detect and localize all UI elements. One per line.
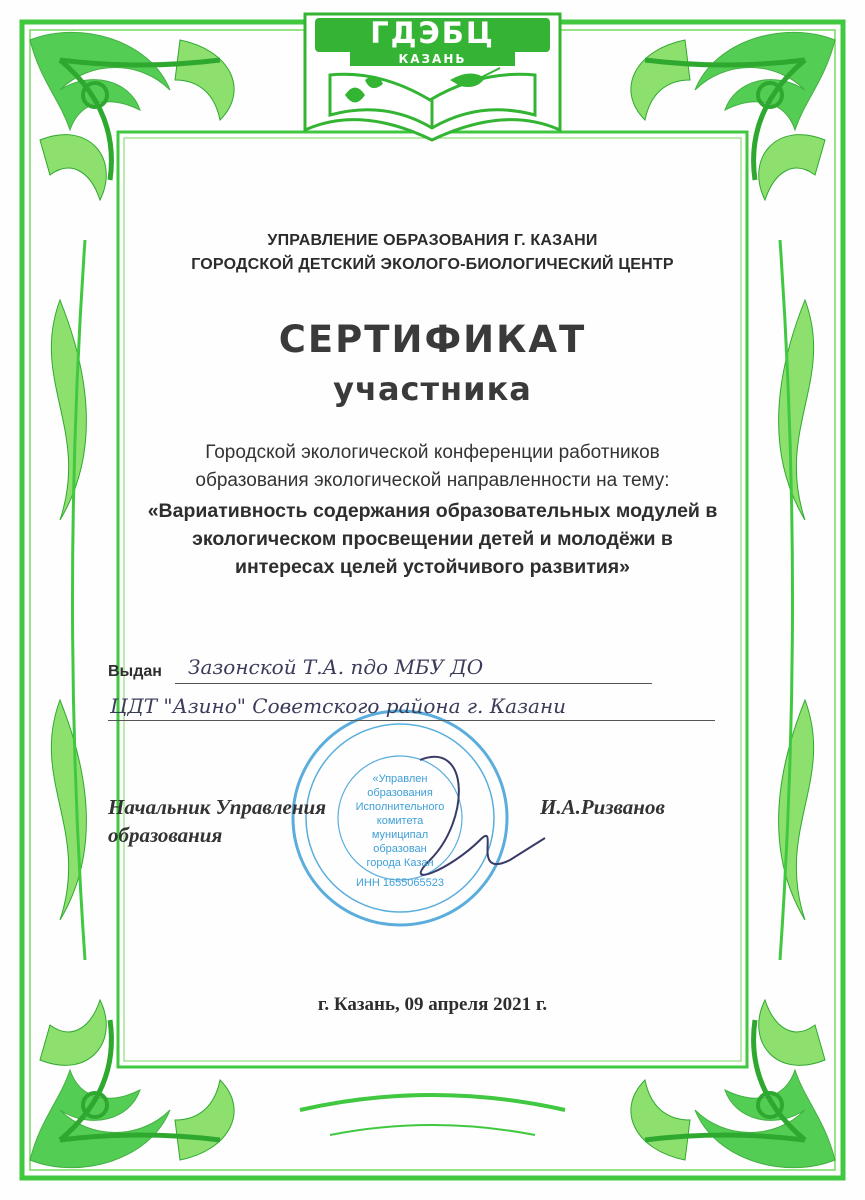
stamp-line: города Казан (366, 857, 434, 869)
signer-position-line-1: Начальник Управления (108, 795, 327, 819)
intro-line-2: образования экологической направленности на тему: (195, 470, 670, 491)
stamp-line: муниципал (371, 829, 429, 841)
signer-position-line-2: образования (108, 823, 223, 847)
stamp-text (320, 772, 480, 890)
theme-line-1: «Вариативность содержания образовательных модулей в (147, 500, 718, 522)
stamp-line: образован (373, 843, 427, 855)
intro-line-1: Городской экологической конференции работников (205, 442, 660, 463)
issued-name: Зазонской Т.А. пдо МБУ ДО (188, 655, 484, 679)
issue-date: г. Казань, 09 апреля 2021 г. (317, 994, 548, 1015)
stamp-line: Исполнительного (355, 801, 445, 813)
logo-city: КАЗАНЬ (398, 52, 467, 66)
header-line-2: ГОРОДСКОЙ ДЕТСКИЙ ЭКОЛОГО-БИОЛОГИЧЕСКИЙ ЦЕНТР (191, 256, 674, 273)
stamp-inn: ИНН 1655065523 (355, 877, 445, 889)
bottom-ornament (300, 1095, 565, 1135)
stamp-line: комитета (376, 815, 424, 827)
signer-name: И.А.Ризванов (540, 795, 665, 819)
certificate-title: СЕРТИФИКАТ (278, 318, 587, 361)
corner-ornament-bottom-left (30, 1000, 234, 1168)
theme-line-2: экологическом просвещении детей и молодёжи в (192, 528, 673, 550)
issued-organization: ЦДТ "Азино" Советского района г. Казани (110, 694, 566, 718)
stamp-line: образования (367, 787, 433, 799)
logo-abbreviation: ГДЭБЦ (370, 16, 495, 50)
issued-underline-1 (175, 683, 652, 684)
corner-ornament-bottom-right (631, 1000, 835, 1168)
certificate-subtitle: участника (333, 370, 532, 408)
theme-line-3: интересах целей устойчивого развития» (234, 556, 631, 578)
header-line-1: УПРАВЛЕНИЕ ОБРАЗОВАНИЯ Г. КАЗАНИ (267, 232, 598, 249)
stamp-line: «Управлен (372, 773, 428, 785)
issued-label: Выдан (108, 663, 162, 680)
issued-underline-2 (108, 720, 715, 721)
